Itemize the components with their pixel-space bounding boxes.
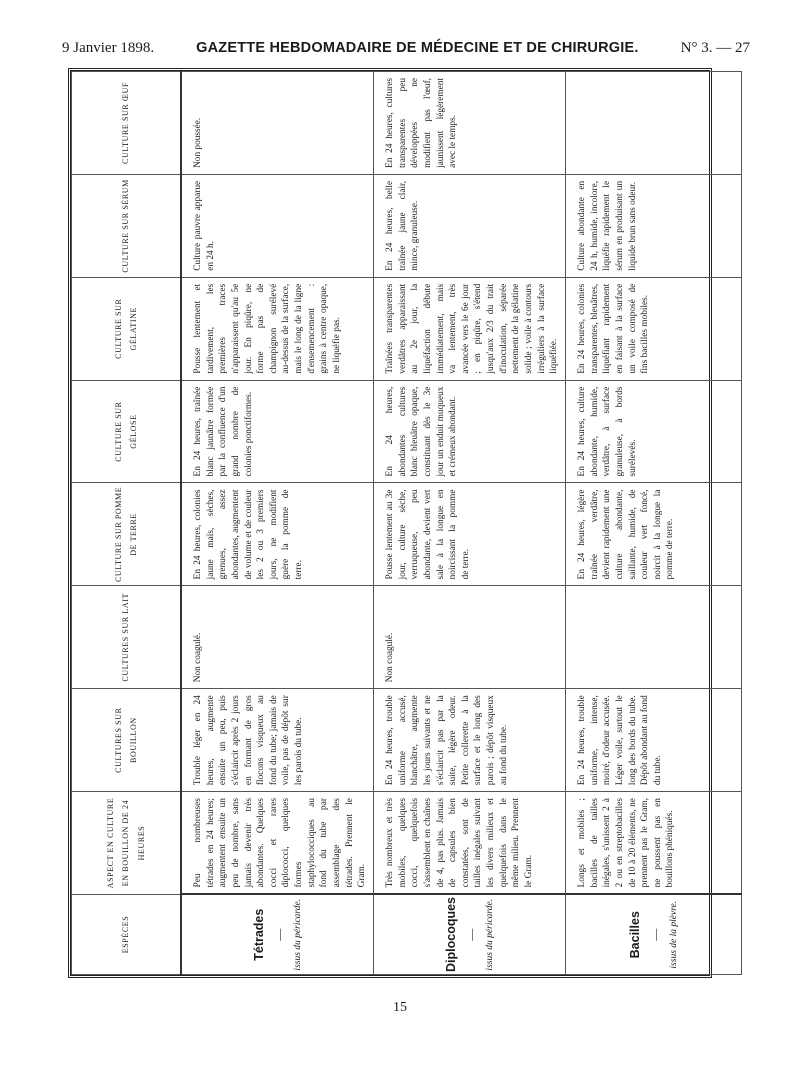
cell-oeuf: En 24 heures, cultures transparentes peu développées ne modifient pas l'œuf, jaunissent légèrement avec le temps.	[373, 72, 565, 175]
cell-oeuf	[565, 72, 741, 175]
species-dash: —	[271, 928, 286, 941]
col-header-serum: CULTURE SUR SÉRUM	[72, 174, 182, 277]
table-frame	[68, 68, 712, 978]
col-header-bouillon-24h: ASPECT EN CULTURE EN BOUILLON DE 24 HEURES	[72, 792, 182, 895]
table-row-bacilles	[565, 72, 741, 975]
species-name: Diplocoques	[443, 896, 458, 972]
table-row-tetrades	[181, 72, 373, 975]
running-head	[62, 40, 750, 62]
species-cell	[565, 894, 741, 974]
col-header-culture-bouillon: CULTURES SUR BOUILLON	[72, 689, 182, 792]
col-header-pomme-de-terre: CULTURE SUR POMME DE TERRE	[72, 483, 182, 586]
col-header-species: ESPÈCES	[72, 894, 182, 974]
cell-gelatine: Traînées transparentes verdâtres apparaissant au 2e jour, la liquéfaction débute immédiatement, mais va lentement, très avancée vers le 6e jour ; en piqûre, s'étend jusqu'aux 2/3 du trait d'inoculation, séparée nettement de la gélatine solide ; voile à contours irréguliers à la surface liquéfiée.	[373, 277, 565, 380]
issue-number: N° 3. — 27	[680, 40, 750, 56]
header-row	[72, 72, 182, 975]
cell-gelose: En 24 heures, culture abondante, humide, verdâtre, à surface granuleuse, à bords surélevés.	[565, 380, 741, 483]
journal-title: GAZETTE HEBDOMADAIRE DE MÉDECINE ET DE CHIRURGIE.	[196, 40, 639, 56]
cell-serum: Culture abondante en 24 h, humide, incolore, liquéfie rapidement le sérum en produisant un liquide brun sans odeur.	[565, 174, 741, 277]
species-origin: issus du péricarde.	[292, 898, 303, 971]
species-cell	[181, 894, 373, 974]
species-name: Bacilles	[627, 911, 642, 959]
cell-pomme-de-terre: Pousse lentement au 3e jour, culture sèche, verruqueuse, peu abondante, devient vert sale à la longue en noircissant la pomme de terre.	[373, 483, 565, 586]
col-header-gelatine: CULTURE SUR GÉLATINE	[72, 277, 182, 380]
species-dash: —	[647, 928, 662, 941]
cell-serum: Culture pauvre apparue en 24 h.	[181, 174, 373, 277]
cell-lait: Non coagulé.	[373, 586, 565, 689]
col-header-oeuf: CULTURE SUR ŒUF	[72, 72, 182, 175]
col-header-gelose: CULTURE SUR GÉLOSE	[72, 380, 182, 483]
rotated-table-wrapper	[71, 71, 709, 975]
cell-culture-bouillon: En 24 heures, trouble uniforme accusé, blanchâtre, augmente les jours suivants et ne s'éclaircit pas par la suite, légère odeur. Petite collerette à la surface et le long des parois ; dépôt visqueux au fond du tube.	[373, 689, 565, 792]
species-name: Tétrades	[251, 908, 266, 961]
species-dash: —	[463, 928, 478, 941]
species-origin: issus du péricarde.	[484, 898, 495, 971]
cell-gelose: En 24 heures, abondantes cultures blanc bleuâtre opaque, constituant dès le 3e jour un enduit muqueux et crémeux abondant.	[373, 380, 565, 483]
cell-gelose: En 24 heures, traînée blanc jaunâtre formée par la confluence d'un grand nombre de colonies ponctiformes.	[181, 380, 373, 483]
issue-date: 9 Janvier 1898.	[62, 40, 155, 56]
page-number: 15	[393, 1000, 407, 1015]
cell-gelatine: Pousse lentement et tardivement, les premières traces n'apparaissent qu'au 5e jour. En piqûre, ne forme pas de champignon surélevé au-dessus de la surface, mais le long de la ligne d'ensemencement : grains à centre opaque, ne liquéfie pas.	[181, 277, 373, 380]
cell-bouillon-24h: Longs et mobiles ; bacilles de tailles inégales, s'unissent 2 à 2 ou en streptobacilles de 10 à 20 éléments, ne prennent pas le Gram, ne poussent pas en bouillons phéniqués.	[565, 792, 741, 895]
col-header-lait: CULTURES SUR LAIT	[72, 586, 182, 689]
cell-bouillon-24h: Peu nombreuses tétrades en 24 heures; augmentent ensuite un peu de nombre, sans jamais devenir très abondantes. Quelques cocci et rares diplococci, quelques formes staphylococciques au fond du tube par assemblage des tétrades. Prennent le Gram.	[181, 792, 373, 895]
cell-culture-bouillon: En 24 heures, trouble uniforme, intense, moiré, d'odeur accusée. Léger voile, surtout le long des bords du tube. Dépôt abondant au fond du tube.	[565, 689, 741, 792]
cell-lait: Non coagulé.	[181, 586, 373, 689]
cell-culture-bouillon: Trouble léger en 24 heures, augmente ensuite un peu, puis s'éclaircit après 2 jours en formant de gros flocons visqueux au fond du tube; jamais de voile, pas de dépôt sur les parois du tube.	[181, 689, 373, 792]
cell-lait	[565, 586, 741, 689]
culture-table	[71, 71, 742, 975]
cell-oeuf: Non poussée.	[181, 72, 373, 175]
table-row-diplocoques	[373, 72, 565, 975]
cell-serum: En 24 heures, belle traînée jaune clair, mince, granuleuse.	[373, 174, 565, 277]
species-origin: issus de la plèvre.	[668, 900, 679, 969]
cell-bouillon-24h: Très nombreux et très mobiles, quelques cocci, quelquefois s'assemblent en chaînes de 4, pas plus. Jamais de capsules bien constatées, sont de tailles inégales suivant les divers milieux et quelquefois dans le même milieu. Prennent le Gram.	[373, 792, 565, 895]
species-cell	[373, 894, 565, 974]
cell-pomme-de-terre: En 24 heures, légère traînée verdâtre, devient rapidement une culture abondante, saillante, humide, de couleur vert foncé, noircit à la longue la pomme de terre.	[565, 483, 741, 586]
cell-pomme-de-terre: En 24 heures, colonies jaune maïs, sèches, grenues, assez abondantes, augmentent de volume et de couleur les 2 ou 3 premiers jours, ne modifient guère la pomme de terre.	[181, 483, 373, 586]
cell-gelatine: En 24 heures, colonies transparentes, bleuâtres, liquéfiant rapidement en faisant à la surface un voile composé de fins bacilles mobiles.	[565, 277, 741, 380]
